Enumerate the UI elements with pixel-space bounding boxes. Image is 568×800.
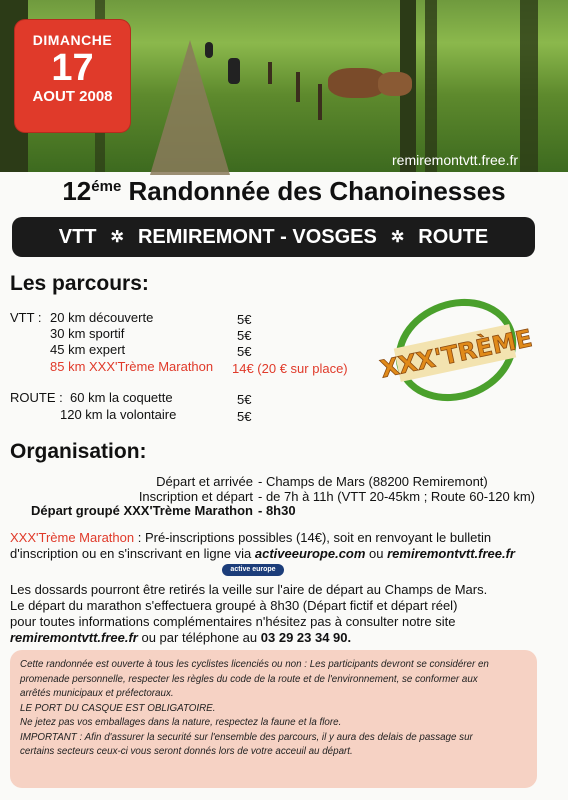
parcours-heading: Les parcours: (10, 272, 149, 295)
road-route-1: 60 km la coquette (70, 390, 173, 405)
vtt-price-2: 5€ (237, 328, 252, 343)
fence-post (268, 62, 272, 84)
notice-line-4: LE PORT DU CASQUE EST OBLIGATOIRE. (20, 702, 216, 714)
forest-path (150, 40, 230, 175)
org-value-3: - 8h30 (258, 503, 296, 518)
road-route-2: 120 km la volontaire (60, 407, 177, 422)
org-label-1: Départ et arrivée (156, 474, 253, 489)
page-title (10, 176, 558, 207)
header-photo (0, 0, 568, 172)
notice-line-7: certains secteurs ceux-ci vous seront donnés lors de votre acceuil au départ. (20, 746, 353, 757)
tree-trunk (425, 0, 437, 172)
website-url[interactable]: remiremontvtt.free.fr (392, 152, 519, 168)
rules-notice (10, 650, 537, 788)
notice-line-3: arrêtés municipaux et préfectoraux. (20, 688, 174, 699)
marathon-paragraph (10, 530, 550, 562)
vtt-price-1: 5€ (237, 312, 252, 327)
logo-text: XXX'TRÈME (377, 324, 535, 384)
tree-trunk (520, 0, 538, 172)
cyclist (228, 58, 240, 84)
xxxtreme-logo (377, 298, 535, 408)
road-price-1: 5€ (237, 392, 252, 407)
title-number: 12 (62, 176, 92, 206)
info-paragraph (10, 582, 550, 646)
date-day: 17 (51, 47, 94, 89)
marathon-label: XXX'Trème Marathon (10, 530, 135, 545)
activeeurope-badge-text: active europe (222, 564, 284, 576)
marathon-text-2: d'inscription ou en s'inscrivant en ligne via (10, 546, 255, 561)
vtt-price-3: 5€ (237, 344, 252, 359)
activeeurope-link[interactable]: activeeurope.com (254, 546, 366, 561)
info-line-2: Le départ du marathon s'effectuera groupé à 8h30 (Départ fictif et départ réel) (10, 598, 458, 613)
date-box (15, 20, 130, 132)
org-label-2: Inscription et départ (138, 489, 253, 504)
remiremont-link[interactable]: remiremontvtt.free.fr (387, 546, 515, 561)
fence-post (318, 84, 322, 120)
notice-line-1: Cette randonnée est ouverte à tous les cyclistes licenciés ou non : Les participants devront se considérer en (20, 659, 489, 670)
vtt-route-2: 30 km sportif (50, 326, 125, 341)
org-value-2: - de 7h à 11h (VTT 20-45km ; Route 60-120 km) (258, 489, 535, 504)
org-value-1: - Champs de Mars (88200 Remiremont) (258, 474, 488, 489)
date-month-year: AOUT 2008 (32, 88, 113, 105)
marathon-text-3: ou (365, 546, 388, 561)
vtt-label: VTT : (10, 310, 42, 325)
vtt-route-4: 85 km XXX'Trème Marathon (50, 359, 214, 374)
route-label: ROUTE : (10, 390, 63, 405)
notice-line-2: promenade personnelle, respecter les règles du code de la route et de l'environnement, se conformer aux (20, 673, 478, 685)
banner-vtt: VTT (58, 225, 97, 248)
info-phone-text: ou par téléphone au (137, 630, 261, 645)
category-banner (12, 217, 535, 257)
cow (378, 72, 412, 96)
info-phone: 03 29 23 34 90. (260, 630, 352, 645)
info-line-3: pour toutes informations complémentaires n'hésitez pas à consulter notre site (10, 614, 456, 629)
date-weekday: DIMANCHE (32, 32, 113, 48)
title-text: Randonnée des Chanoinesses (128, 176, 506, 206)
organisation-heading: Organisation: (10, 440, 147, 463)
fence-post (296, 72, 300, 102)
notice-line-5: Ne jetez pas vos emballages dans la nature, respectez la faune et la flore. (20, 717, 342, 728)
title-suffix: éme (91, 178, 122, 195)
flower-icon: ✲ (390, 229, 405, 246)
vtt-price-4: 14€ (20 € sur place) (232, 361, 348, 376)
info-line-1: Les dossards pourront être retirés la veille sur l'aire de départ au Champs de Mars. (10, 582, 488, 597)
notice-line-6: IMPORTANT : Afin d'assurer la securité sur l'ensemble des parcours, il y aura des delais de passage sur (20, 731, 473, 743)
banner-route: ROUTE (418, 225, 489, 248)
org-label-3: Départ groupé XXX'Trème Marathon (31, 503, 253, 518)
marathon-text-1: : Pré-inscriptions possibles (14€), soit en renvoyant le bulletin (134, 530, 492, 545)
flower-icon: ✲ (110, 229, 124, 246)
cyclist (205, 42, 213, 58)
info-site-link[interactable]: remiremontvtt.free.fr (10, 630, 138, 645)
banner-location: REMIREMONT - VOSGES (137, 225, 377, 248)
activeeurope-badge (222, 561, 284, 579)
vtt-route-3: 45 km expert (50, 342, 126, 357)
road-price-2: 5€ (237, 409, 252, 424)
vtt-route-1: 20 km découverte (50, 310, 154, 325)
